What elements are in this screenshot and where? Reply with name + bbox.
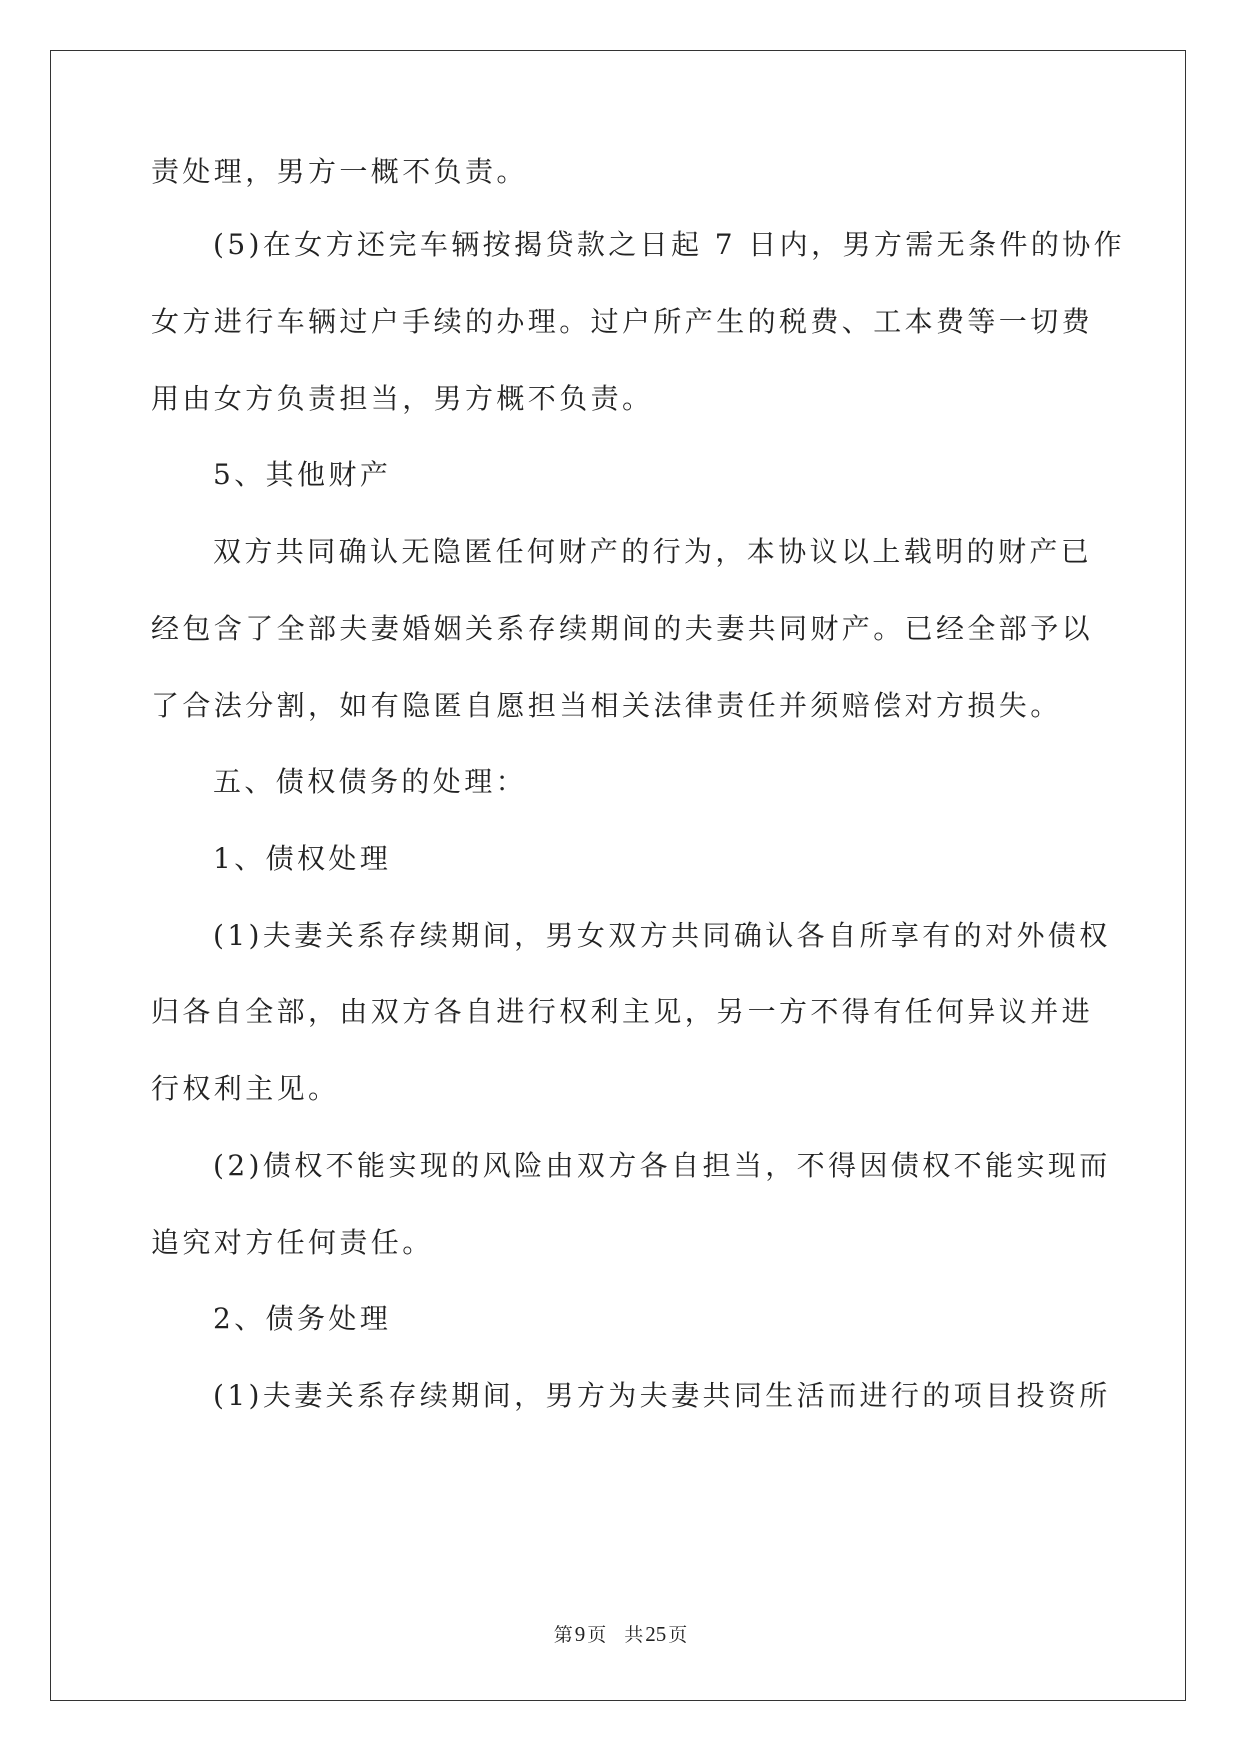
text-line: 归各自全部，由双方各自进行权利主见，另一方不得有任何异议并进 xyxy=(151,995,1094,1028)
text-line: 责处理，男方一概不负责。 xyxy=(151,155,528,188)
total-prefix: 共 xyxy=(624,1624,644,1646)
text-line: 双方共同确认无隐匿任何财产的行为，本协议以上载明的财产已 xyxy=(213,535,1093,568)
section-heading: 1、债权处理 xyxy=(213,842,392,875)
page-number: 9 xyxy=(574,1622,586,1646)
total-suffix: 页 xyxy=(668,1624,688,1646)
section-heading: 5、其他财产 xyxy=(213,458,392,491)
text-line: (2)债权不能实现的风险由双方各自担当，不得因债权不能实现而 xyxy=(213,1149,1111,1182)
section-heading: 五、债权债务的处理： xyxy=(213,765,528,798)
total-pages: 25 xyxy=(645,1622,667,1646)
page-prefix: 第 xyxy=(553,1624,573,1646)
page-footer xyxy=(0,1621,1241,1648)
text-line: 女方进行车辆过户手续的办理。过户所产生的税费、工本费等一切费 xyxy=(151,305,1094,338)
text-line: 追究对方任何责任。 xyxy=(151,1226,434,1259)
text-line: 了合法分割，如有隐匿自愿担当相关法律责任并须赔偿对方损失。 xyxy=(151,689,1062,722)
text-line: 经包含了全部夫妻婚姻关系存续期间的夫妻共同财产。已经全部予以 xyxy=(151,612,1094,645)
section-heading: 2、债务处理 xyxy=(213,1302,392,1335)
text-line: (1)夫妻关系存续期间，男女双方共同确认各自所享有的对外债权 xyxy=(213,919,1111,952)
text-line: 行权利主见。 xyxy=(151,1072,340,1105)
text-line: 用由女方负责担当，男方概不负责。 xyxy=(151,382,654,415)
page-suffix: 页 xyxy=(587,1624,607,1646)
text-line: (5)在女方还完车辆按揭贷款之日起 7 日内，男方需无条件的协作 xyxy=(213,228,1126,261)
text-line: (1)夫妻关系存续期间，男方为夫妻共同生活而进行的项目投资所 xyxy=(213,1379,1111,1412)
